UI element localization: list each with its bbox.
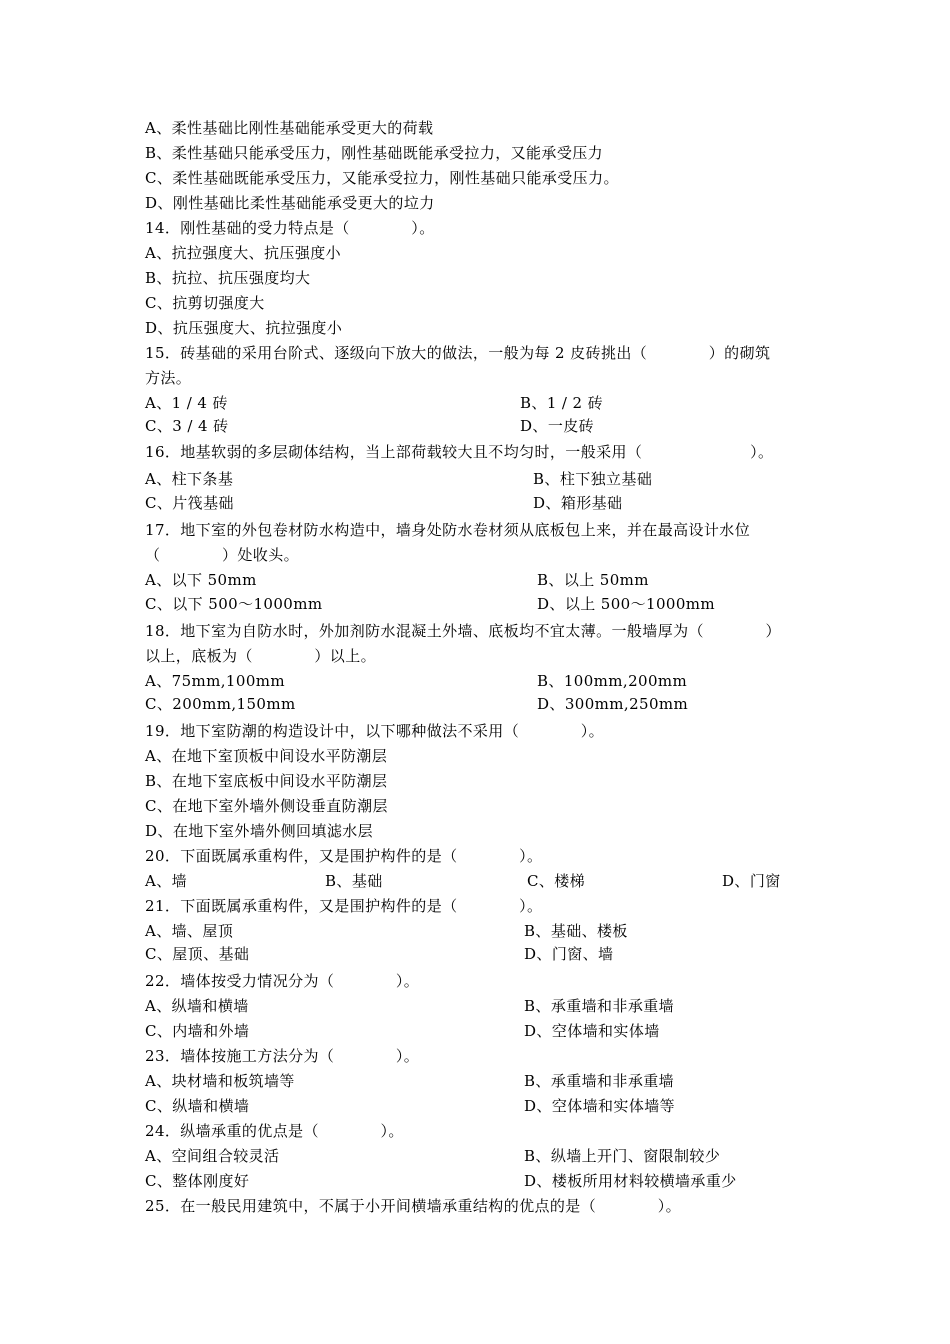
- text-line: B、承重墙和非承重墙: [524, 997, 675, 1015]
- text-line: D、箱形基础: [533, 494, 623, 512]
- text-line: 21．下面既属承重构件，又是围护构件的是（ ）。: [145, 897, 543, 915]
- text-line: A、空间组合较灵活: [145, 1147, 280, 1165]
- text-line: B、在地下室底板中间设水平防潮层: [145, 772, 388, 790]
- text-line: B、基础、楼板: [524, 922, 628, 940]
- text-line: A、以下 50mm: [145, 571, 257, 589]
- text-line: B、柱下独立基础: [533, 470, 653, 488]
- text-line: A、1 / 4 砖: [145, 394, 228, 412]
- text-line: D、300mm,250mm: [537, 695, 689, 713]
- text-line: C、3 / 4 砖: [145, 417, 229, 435]
- text-line: （ ）处收头。: [145, 546, 300, 564]
- text-line: 15．砖基础的采用台阶式、逐级向下放大的做法，一般为每 2 皮砖挑出（ ）的砌筑: [145, 344, 771, 362]
- text-line: D、一皮砖: [520, 417, 595, 435]
- text-line: B、柔性基础只能承受压力，刚性基础既能承受拉力，又能承受压力: [145, 144, 604, 162]
- text-line: D、空体墙和实体墙: [524, 1022, 660, 1040]
- text-line: C、片筏基础: [145, 494, 234, 512]
- text-line: 20．下面既属承重构件，又是围护构件的是（ ）。: [145, 847, 543, 865]
- text-line: C、屋顶、基础: [145, 945, 250, 963]
- text-line: B、基础: [325, 872, 383, 890]
- text-line: C、以下 500～1000mm: [145, 595, 323, 613]
- text-line: D、以上 500～1000mm: [537, 595, 716, 613]
- text-line: B、1 / 2 砖: [520, 394, 604, 412]
- text-line: C、抗剪切强度大: [145, 294, 265, 312]
- text-line: 19．地下室防潮的构造设计中，以下哪种做法不采用（ ）。: [145, 722, 604, 740]
- text-line: A、75mm,100mm: [145, 672, 286, 690]
- text-line: 14．刚性基础的受力特点是（ ）。: [145, 219, 435, 237]
- text-line: A、墙、屋顶: [145, 922, 234, 940]
- text-line: A、墙: [145, 872, 188, 890]
- text-line: 25．在一般民用建筑中，不属于小开间横墙承重结构的优点的是（ ）。: [145, 1197, 681, 1215]
- text-line: A、在地下室顶板中间设水平防潮层: [145, 747, 388, 765]
- text-line: C、200mm,150mm: [145, 695, 296, 713]
- text-line: 16．地基软弱的多层砌体结构，当上部荷载较大且不均匀时，一般采用（ ）。: [145, 443, 774, 461]
- text-line: D、空体墙和实体墙等: [524, 1097, 676, 1115]
- text-line: D、门窗: [722, 872, 781, 890]
- text-line: C、楼梯: [527, 872, 586, 890]
- text-line: 23．墙体按施工方法分为（ ）。: [145, 1047, 420, 1065]
- text-line: 方法。: [145, 369, 192, 387]
- text-line: C、柔性基础既能承受压力，又能承受拉力，刚性基础只能承受压力。: [145, 169, 619, 187]
- text-line: A、柔性基础比刚性基础能承受更大的荷载: [145, 119, 434, 137]
- text-line: D、在地下室外墙外侧回填滤水层: [145, 822, 374, 840]
- text-line: C、在地下室外墙外侧设垂直防潮层: [145, 797, 388, 815]
- text-line: B、以上 50mm: [537, 571, 649, 589]
- text-line: C、整体刚度好: [145, 1172, 250, 1190]
- text-line: 22．墙体按受力情况分为（ ）。: [145, 972, 420, 990]
- text-line: A、抗拉强度大、抗压强度小: [145, 244, 342, 262]
- text-line: A、块材墙和板筑墙等: [145, 1072, 295, 1090]
- text-line: B、抗拉、抗压强度均大: [145, 269, 311, 287]
- text-line: D、楼板所用材料较横墙承重少: [524, 1172, 737, 1190]
- text-line: D、抗压强度大、抗拉强度小: [145, 319, 343, 337]
- text-line: 24．纵墙承重的优点是（ ）。: [145, 1122, 404, 1140]
- text-line: 17．地下室的外包卷材防水构造中，墙身处防水卷材须从底板包上来，并在最高设计水位: [145, 521, 751, 539]
- text-line: 18．地下室为自防水时，外加剂防水混凝土外墙、底板均不宜太薄。一般墙厚为（ ）: [145, 622, 781, 640]
- text-line: B、承重墙和非承重墙: [524, 1072, 675, 1090]
- text-line: D、门窗、墙: [524, 945, 614, 963]
- text-line: A、柱下条基: [145, 470, 234, 488]
- text-line: C、内墙和外墙: [145, 1022, 250, 1040]
- text-line: C、纵墙和横墙: [145, 1097, 250, 1115]
- text-line: 以上，底板为（ ）以上。: [145, 647, 377, 665]
- text-line: D、刚性基础比柔性基础能承受更大的垃力: [145, 194, 435, 212]
- text-line: B、纵墙上开门、窗限制较少: [524, 1147, 721, 1165]
- text-line: B、100mm,200mm: [537, 672, 688, 690]
- text-line: A、纵墙和横墙: [145, 997, 249, 1015]
